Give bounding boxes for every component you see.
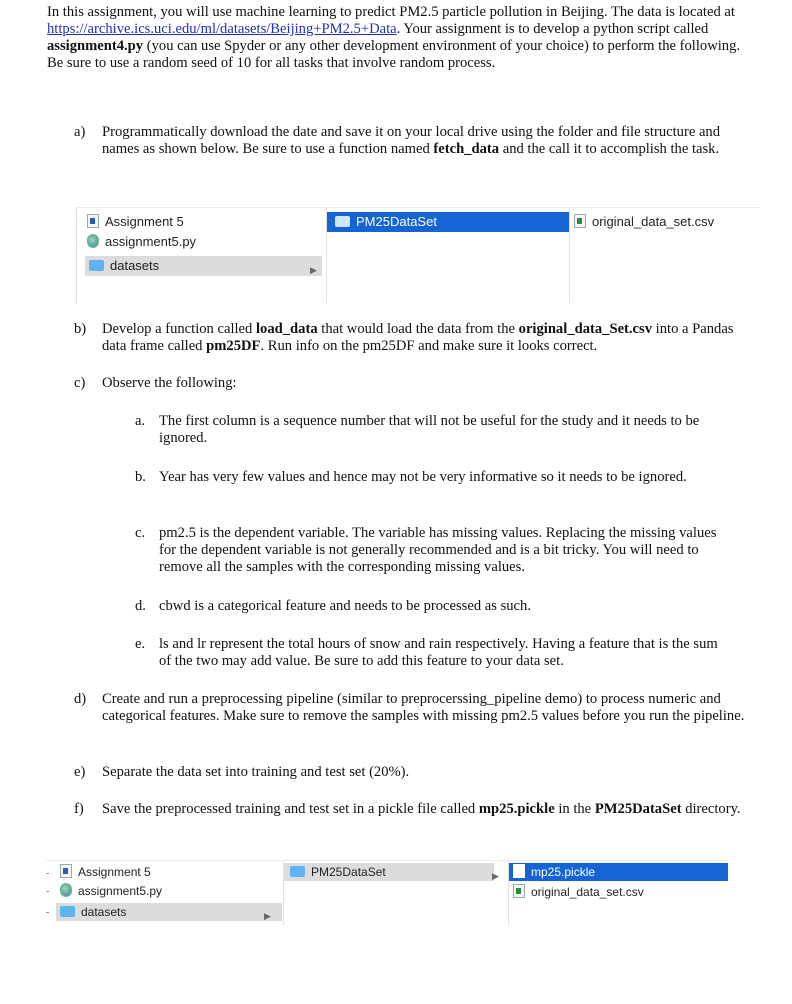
intro-text-2: . Your assignment is to develop a python script called	[396, 21, 709, 37]
folder-icon	[89, 260, 104, 271]
chevron-right-icon: ▶	[492, 871, 499, 881]
task-f-text: Save the preprocessed training and test set in a pickle file called mp25.pickle in the PM25DataSet directory.	[102, 801, 741, 817]
finder-2-item-assignment5-py[interactable]: assignment5.py	[60, 882, 275, 900]
finder-1-column-2	[327, 208, 569, 303]
task-f-label: f)	[74, 801, 84, 817]
finder-2-column-2	[284, 861, 508, 925]
finder-2-item-pm25dataset[interactable]: PM25DataSet	[284, 863, 494, 881]
intro-text-3: (you can use Spyder or any other development environment of your choice) to perform the following. Be sure to use a random seed of 10 for all tasks that involve random process.	[47, 38, 741, 71]
task-d-text: Create and run a preprocessing pipeline (similar to preprocerssing_pipeline demo) to process numeric and categorical features. Make sure to remove the samples with missing pm2.5 values before you run the pipeline.	[102, 691, 745, 724]
word-doc-icon	[60, 864, 72, 878]
folder-icon	[60, 906, 75, 917]
task-a-label: a)	[74, 124, 86, 140]
finder-window-2	[46, 860, 728, 925]
chevron-right-icon: ▶	[310, 265, 317, 275]
intro-text-1: In this assignment, you will use machine learning to predict PM2.5 particle pollution in Beijing. The data is located at	[47, 4, 735, 20]
task-e-text: Separate the data set into training and test set (20%).	[102, 764, 410, 780]
excel-file-icon	[574, 214, 586, 228]
finder-1-column-1	[77, 208, 326, 303]
task-d-label: d)	[74, 691, 87, 707]
fetch-data-name: fetch_data	[433, 141, 500, 157]
python-file-icon	[87, 234, 99, 248]
finder-1-column-3	[570, 208, 759, 303]
chevron-right-icon: ▶	[560, 221, 567, 231]
intro-paragraph	[47, 4, 747, 72]
dataset-link[interactable]: https://archive.ics.uci.edu/ml/datasets/Beijing+PM2.5+Data	[47, 21, 397, 37]
task-b-text: Develop a function called load_data that would load the data from the original_data_Set.csv into a Pandas data frame called pm25DF. Run info on the pm25DF and make sure it looks correct.	[102, 321, 734, 354]
task-c-label: c)	[74, 375, 86, 391]
finder-1-item-assignment[interactable]: Assignment 5	[87, 212, 317, 232]
task-c-text: Observe the following:	[102, 375, 237, 391]
excel-file-icon	[513, 884, 525, 898]
task-a-text: Programmatically download the date and save it on your local drive using the folder and file structure and names as shown below. Be sure to use a function named fetch_data and the call it to accomplish the task.	[102, 124, 721, 157]
finder-2-item-original-csv[interactable]: original_data_set.csv	[513, 883, 728, 901]
folder-icon	[290, 866, 305, 877]
finder-2-column-3	[509, 861, 728, 925]
finder-1-item-datasets[interactable]: datasets	[85, 256, 322, 276]
finder-1-item-original-csv[interactable]: original_data_set.csv	[574, 212, 759, 232]
finder-2-item-assignment[interactable]: Assignment 5	[60, 863, 275, 881]
finder-1-item-assignment5-py[interactable]: assignment5.py	[87, 232, 317, 252]
task-b-label: b)	[74, 321, 87, 337]
folder-icon	[335, 216, 350, 227]
finder-2-column-1	[56, 861, 283, 925]
finder-2-item-datasets[interactable]: datasets	[56, 903, 282, 921]
script-name: assignment4.py	[47, 38, 144, 54]
word-doc-icon	[87, 214, 99, 228]
file-icon	[513, 864, 525, 878]
finder-1-item-pm25dataset[interactable]: PM25DataSet	[327, 212, 569, 232]
chevron-right-icon: ▶	[264, 911, 271, 921]
python-file-icon	[60, 883, 72, 897]
finder-window-1	[76, 207, 759, 303]
finder-2-item-mp25-pickle[interactable]: mp25.pickle	[509, 863, 728, 881]
task-e-label: e)	[74, 764, 86, 780]
